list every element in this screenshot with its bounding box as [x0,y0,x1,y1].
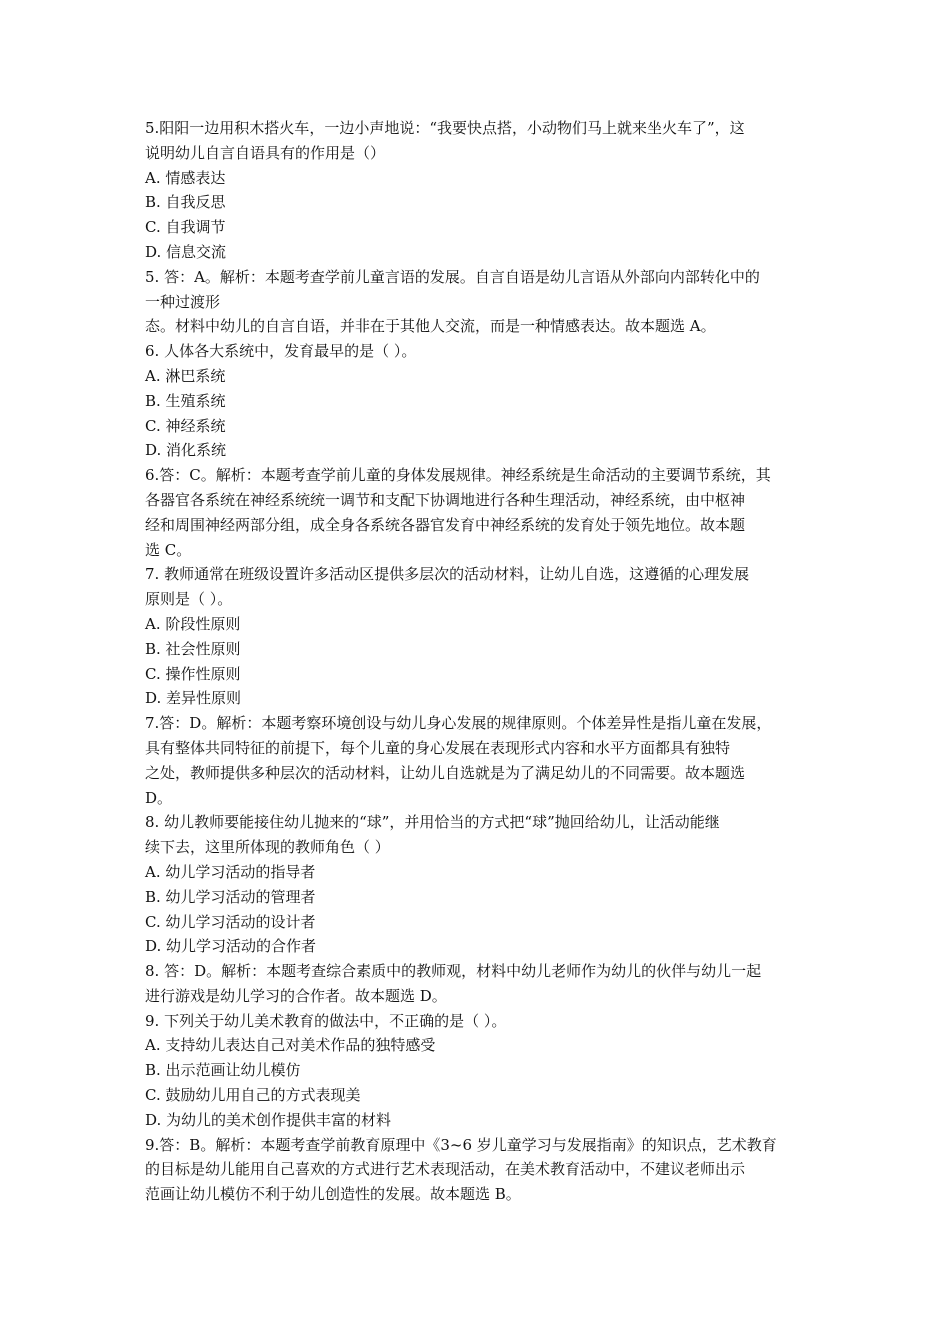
text-line: 范画让幼儿模仿不利于幼儿创造性的发展。故本题选 B。 [145,1185,521,1204]
text-line: 6. 人体各大系统中，发育最早的是（ ）。 [145,342,417,361]
text-line: 之处，教师提供多种层次的活动材料，让幼儿自选就是为了满足幼儿的不同需要。故本题选 [145,763,746,782]
text-line: B. 自我反思 [145,193,226,212]
text-line: D。 [145,788,173,807]
text-line: C. 神经系统 [145,416,226,435]
text-line: D. 消化系统 [145,441,227,460]
text-line: 9.答：B。解析：本题考查学前教育原理中《3~6 岁儿童学习与发展指南》的知识点，艺术教育 [145,1135,777,1154]
text-line: 经和周围神经两部分组，成全身各系统各器官发育中神经系统的发育处于领先地位。故本题 [145,515,746,534]
text-line: D. 信息交流 [145,242,227,261]
text-line: 5.阳阳一边用积木搭火车，一边小声地说：“我要快点搭，小动物们马上就来坐火车了”，这 [145,119,745,137]
text-line: A. 阶段性原则 [145,614,241,633]
text-line: D. 差异性原则 [145,689,242,708]
text-line: 5. 答：A。解析：本题考查学前儿童言语的发展。自言自语是幼儿言语从外部向内部转化中的 [145,267,760,286]
text-line: A. 淋巴系统 [145,366,226,385]
text-line: 7.答：D。解析：本题考察环境创设与幼儿身心发展的规律原则。个体差异性是指儿童在发展， [145,714,772,733]
text-line: C. 自我调节 [145,218,226,237]
text-line: D. 幼儿学习活动的合作者 [145,937,317,956]
text-line: 8. 幼儿教师要能接住幼儿抛来的“球”，并用恰当的方式把“球”抛回给幼儿，让活动能继 [145,813,720,832]
document-body [145,116,810,1207]
text-line: 各器官各系统在神经系统统一调节和支配下协调地进行各种生理活动，神经系统，由中枢神 [145,490,746,509]
text-line: 说明幼儿自言自语具有的作用是（） [145,143,386,162]
text-line: B. 生殖系统 [145,391,226,410]
text-line: 8. 答：D。解析：本题考查综合素质中的教师观，材料中幼儿老师作为幼儿的伙伴与幼儿一起 [145,962,762,981]
text-line: 9. 下列关于幼儿美术教育的做法中，不正确的是（ ）。 [145,1011,507,1030]
text-line: 的目标是幼儿能用自己喜欢的方式进行艺术表现活动，在美术教育活动中，不建议老师出示 [145,1160,746,1179]
text-line: D. 为幼儿的美术创作提供丰富的材料 [145,1110,392,1129]
text-line: B. 社会性原则 [145,639,241,658]
text-line: 原则是（ ）。 [145,590,233,609]
text-line: 选 C。 [145,540,192,559]
text-line: 一种过渡形 [145,292,221,311]
text-line: A. 情感表达 [145,168,226,187]
text-line: C. 鼓励幼儿用自己的方式表现美 [145,1086,361,1105]
text-line: C. 操作性原则 [145,664,241,683]
text-line: 续下去，这里所体现的教师角色（ ） [145,838,390,857]
text-line: B. 幼儿学习活动的管理者 [145,887,316,906]
text-line: B. 出示范画让幼儿模仿 [145,1061,301,1080]
text-line: 7. 教师通常在班级设置许多活动区提供多层次的活动材料，让幼儿自选，这遵循的心理发展 [145,565,750,584]
text-line: A. 幼儿学习活动的指导者 [145,862,316,881]
text-line: 具有整体共同特征的前提下，每个儿童的身心发展在表现形式内容和水平方面都具有独特 [145,738,731,757]
text-line: C. 幼儿学习活动的设计者 [145,912,316,931]
text-line: 态。材料中幼儿的自言自语，并非在于其他人交流，而是一种情感表达。故本题选 A。 [145,317,716,336]
text-line: A. 支持幼儿表达自己对美术作品的独特感受 [145,1036,436,1055]
text-line: 6.答：C。解析：本题考查学前儿童的身体发展规律。神经系统是生命活动的主要调节系统，其 [145,466,771,485]
text-line: 进行游戏是幼儿学习的合作者。故本题选 D。 [145,986,447,1005]
